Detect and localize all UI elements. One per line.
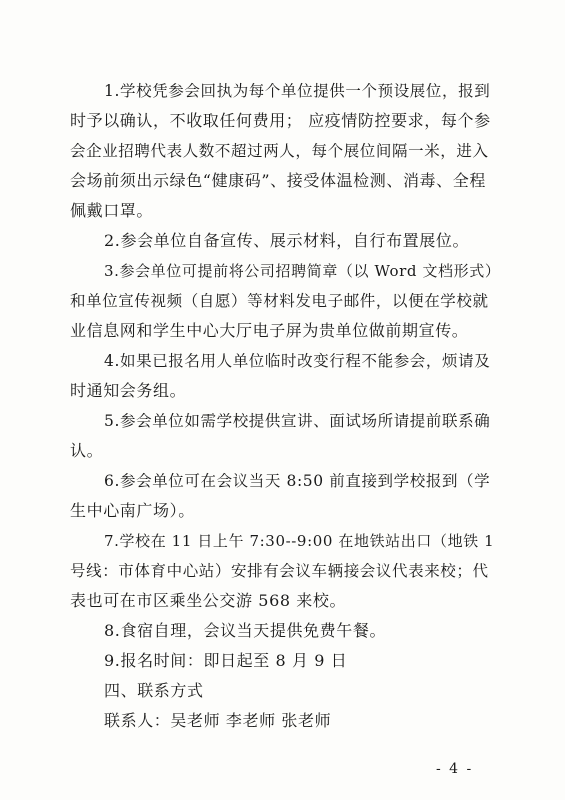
text-line: 6.参会单位可在会议当天 8:50 前直接到学校报到（学 bbox=[104, 472, 491, 490]
text-line: 联系人：吴老师 李老师 张老师 bbox=[104, 711, 332, 730]
text-line: 和单位宣传视频（自愿）等材料发电子邮件，以便在学校就 bbox=[70, 292, 489, 310]
text-line: 5.参会单位如需学校提供宣讲、面试场所请提前联系确 bbox=[104, 412, 491, 430]
text-line: 8.食宿自理，会议当天提供免费午餐。 bbox=[104, 621, 387, 640]
text-line: 会场前须出示绿色“健康码”、接受体温检测、消毒、全程 bbox=[70, 171, 486, 190]
text-line: 会企业招聘代表人数不超过两人，每个展位间隔一米，进入 bbox=[70, 142, 489, 160]
text-line: 生中心南广场）。 bbox=[70, 501, 195, 520]
text-line: 号线：市体育中心站）安排有会议车辆接会议代表来校；代 bbox=[70, 562, 489, 580]
text-line: 9.报名时间：即日起至 8 月 9 日 bbox=[104, 651, 348, 670]
text-line: 时通知会务组。 bbox=[70, 381, 187, 400]
text-line: 认。 bbox=[70, 441, 104, 460]
text-line: 时予以确认，不收取任何费用； 应疫情防控要求，每个参 bbox=[70, 111, 491, 130]
text-line: 4.如果已报名用人单位临时改变行程不能参会，烦请及 bbox=[104, 352, 491, 370]
text-line: 表也可在市区乘坐公交游 568 来校。 bbox=[70, 591, 347, 610]
text-line: 3.参会单位可提前将公司招聘简章（以 Word 文档形式） bbox=[104, 262, 501, 280]
text-line: 四、联系方式 bbox=[104, 681, 204, 700]
text-line: 1.学校凭参会回执为每个单位提供一个预设展位，报到 bbox=[104, 82, 491, 100]
text-line: 7.学校在 11 日上午 7:30--9:00 在地铁站出口（地铁 1 bbox=[104, 532, 495, 550]
text-line: 业信息网和学生中心大厅电子屏为贵单位做前期宣传。 bbox=[70, 321, 469, 340]
text-line: 佩戴口罩。 bbox=[70, 201, 154, 220]
text-line: 2.参会单位自备宣传、展示材料，自行布置展位。 bbox=[104, 231, 470, 250]
page-number: - 4 - bbox=[436, 761, 474, 777]
